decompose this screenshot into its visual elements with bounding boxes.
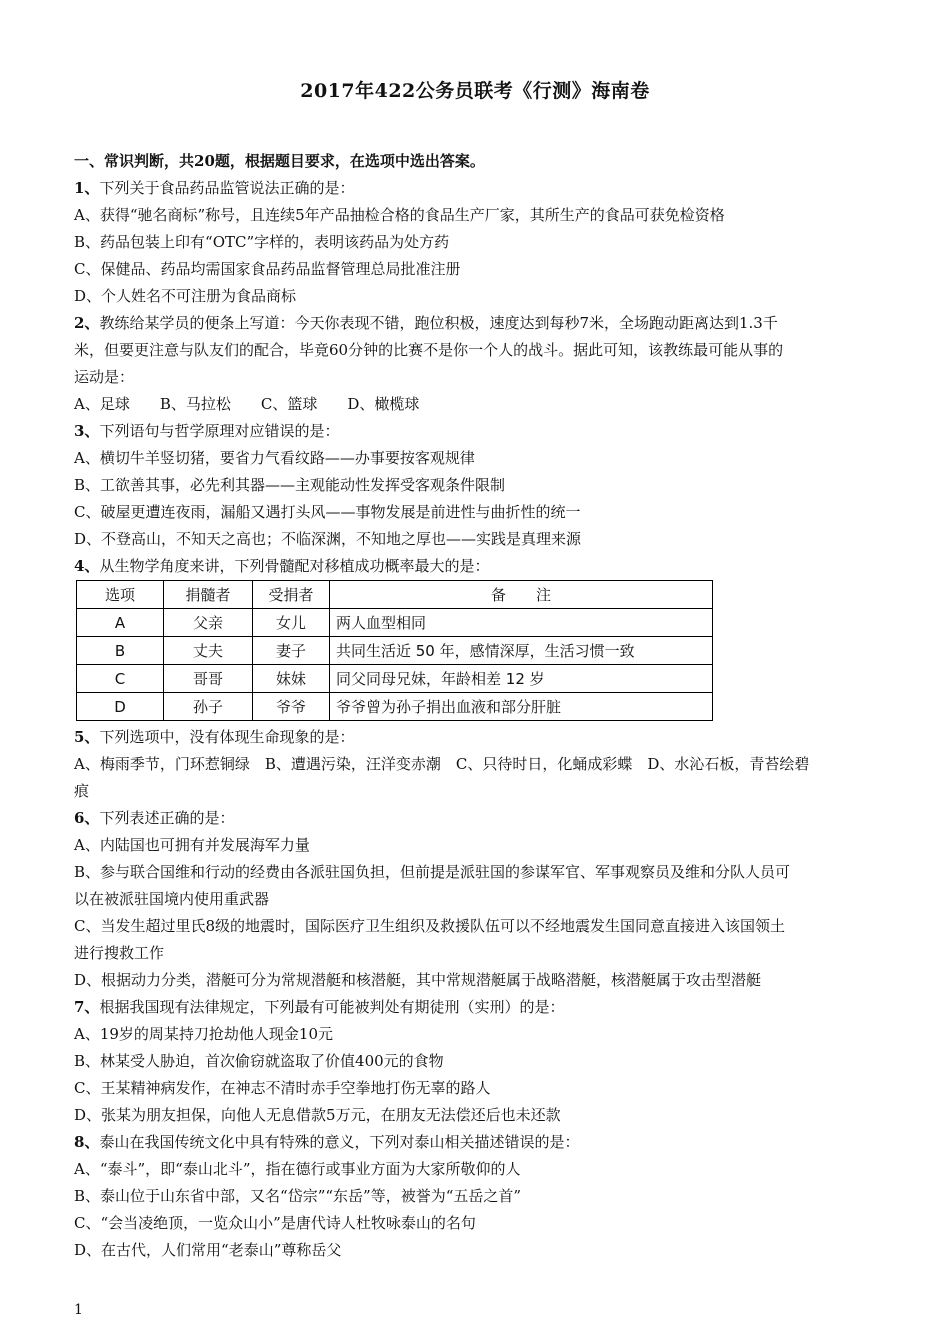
question-7-option-b: B、林某受人胁迫，首次偷窃就盗取了价值400元的食物 [74,1052,444,1070]
question-6-option-b-cont: 以在被派驻国境内使用重武器 [74,890,270,908]
table-row [77,609,713,637]
page-title: 2017年422公务员联考《行测》海南卷 [300,80,650,102]
question-2-stem [74,310,882,337]
table-cell: 妹妹 [253,665,330,693]
question-text: 下列表述正确的是： [99,809,235,827]
question-text: 从生物学角度来讲，下列骨髓配对移植成功概率最大的是： [99,557,490,575]
page-number: 1 [74,1302,83,1318]
question-number: 4、 [74,557,100,575]
question-8-option-d: D、在古代，人们常用“老泰山”尊称岳父 [74,1241,342,1259]
question-8-option-a: A、“泰斗”，即“泰山北斗”，指在德行或事业方面为大家所敬仰的人 [74,1160,521,1178]
question-number: 7、 [74,998,100,1016]
question-7-stem [74,994,882,1021]
question-number: 8、 [74,1133,100,1151]
table-row [77,637,713,665]
question-5-options-cont: 痕 [74,782,90,800]
question-1-option-c: C、保健品、药品均需国家食品药品监督管理总局批准注册 [74,260,461,278]
question-6-option-d: D、根据动力分类，潜艇可分为常规潜艇和核潜艇，其中常规潜艇属于战略潜艇，核潜艇属于攻击型潜艇 [74,971,762,989]
table-cell: 父亲 [164,609,253,637]
section-heading: 一、常识判断，共20题，根据题目要求，在选项中选出答案。 [74,152,485,170]
table-header-row [77,581,713,609]
question-7-option-d: D、张某为朋友担保，向他人无息借款5万元，在朋友无法偿还后也未还款 [74,1106,561,1124]
question-3-option-d: D、不登高山，不知天之高也；不临深渊，不知地之厚也——实践是真理来源 [74,530,582,548]
question-3-option-a: A、横切牛羊竖切猪，要省力气看纹路——办事要按客观规律 [74,449,475,467]
question-7-option-a: A、19岁的周某持刀抢劫他人现金10元 [74,1025,334,1043]
question-6-option-c: C、当发生超过里氏8级的地震时，国际医疗卫生组织及救援队伍可以不经地震发生国同意直接进入该国领土 [74,917,786,935]
table-cell: 共同生活近 50 年，感情深厚，生活习惯一致 [330,637,713,665]
question-5-stem [74,724,882,751]
question-number: 5、 [74,728,100,746]
table-cell: C [77,665,164,693]
question-1-stem [74,175,882,202]
table-header: 受捐者 [253,581,330,609]
question-1-option-b: B、药品包装上印有“OTC”字样的，表明该药品为处方药 [74,233,450,251]
table-cell: B [77,637,164,665]
table-header: 备 注 [330,581,713,609]
question-3-option-b: B、工欲善其事，必先利其器——主观能动性发挥受客观条件限制 [74,476,506,494]
question-text: 下列选项中，没有体现生命现象的是： [99,728,355,746]
question-2-options: A、足球 B、马拉松 C、篮球 D、橄榄球 [74,395,420,413]
table-cell: A [77,609,164,637]
question-5-options: A、梅雨季节，门环惹铜绿 B、遭遇污染，汪洋变赤潮 C、只待时日，化蛹成彩蝶 D、水沁石板，青苔绘碧 [74,755,810,773]
exam-content [74,148,882,1264]
question-8-stem [74,1129,882,1156]
table-cell: 同父同母兄妹，年龄相差 12 岁 [330,665,713,693]
table-cell: D [77,693,164,721]
table-row [77,693,713,721]
question-text: 下列语句与哲学原理对应错误的是： [99,422,340,440]
table-cell: 妻子 [253,637,330,665]
table-cell: 孙子 [164,693,253,721]
table-cell: 丈夫 [164,637,253,665]
question-1-option-a: A、获得“驰名商标”称号，且连续5年产品抽检合格的食品生产厂家，其所生产的食品可获免检资格 [74,206,725,224]
question-2-stem-cont: 米，但要更注意与队友们的配合，毕竟60分钟的比赛不是你一个人的战斗。据此可知，该教练最可能从事的 [74,341,784,359]
question-3-stem [74,418,882,445]
marrow-donor-table [76,580,713,721]
table-cell: 爷爷曾为孙子捐出血液和部分肝脏 [330,693,713,721]
table-cell: 两人血型相同 [330,609,713,637]
question-6-option-a: A、内陆国也可拥有并发展海军力量 [74,836,310,854]
question-7-option-c: C、王某精神病发作，在神志不清时赤手空拳地打伤无辜的路人 [74,1079,491,1097]
question-6-stem [74,805,882,832]
question-8-option-b: B、泰山位于山东省中部，又名“岱宗”“东岳”等，被誉为“五岳之首” [74,1187,522,1205]
question-3-option-c: C、破屋更遭连夜雨，漏船又遇打头风——事物发展是前进性与曲折性的统一 [74,503,581,521]
question-1-option-d: D、个人姓名不可注册为食品商标 [74,287,297,305]
question-text: 泰山在我国传统文化中具有特殊的意义，下列对泰山相关描述错误的是： [99,1133,580,1151]
table-row [77,665,713,693]
question-number: 3、 [74,422,100,440]
question-number: 2、 [74,314,100,332]
question-number: 1、 [74,179,100,197]
question-text: 下列关于食品药品监管说法正确的是： [99,179,355,197]
question-6-option-b: B、参与联合国维和行动的经费由各派驻国负担，但前提是派驻国的参谋军官、军事观察员及维和分队人员可 [74,863,791,881]
table-cell: 爷爷 [253,693,330,721]
question-number: 6、 [74,809,100,827]
table-cell: 哥哥 [164,665,253,693]
question-4-stem [74,553,882,580]
question-text: 根据我国现有法律规定，下列最有可能被判处有期徒刑（实刑）的是： [99,998,565,1016]
question-2-stem-cont: 运动是： [74,368,135,386]
question-6-option-c-cont: 进行搜救工作 [74,944,165,962]
table-header: 选项 [77,581,164,609]
table-cell: 女儿 [253,609,330,637]
question-text: 教练给某学员的便条上写道：今天你表现不错，跑位积极，速度达到每秒7米，全场跑动距离达到1.3千 [99,314,778,332]
question-8-option-c: C、“会当凌绝顶，一览众山小”是唐代诗人杜牧咏泰山的名句 [74,1214,476,1232]
table-header: 捐髓者 [164,581,253,609]
